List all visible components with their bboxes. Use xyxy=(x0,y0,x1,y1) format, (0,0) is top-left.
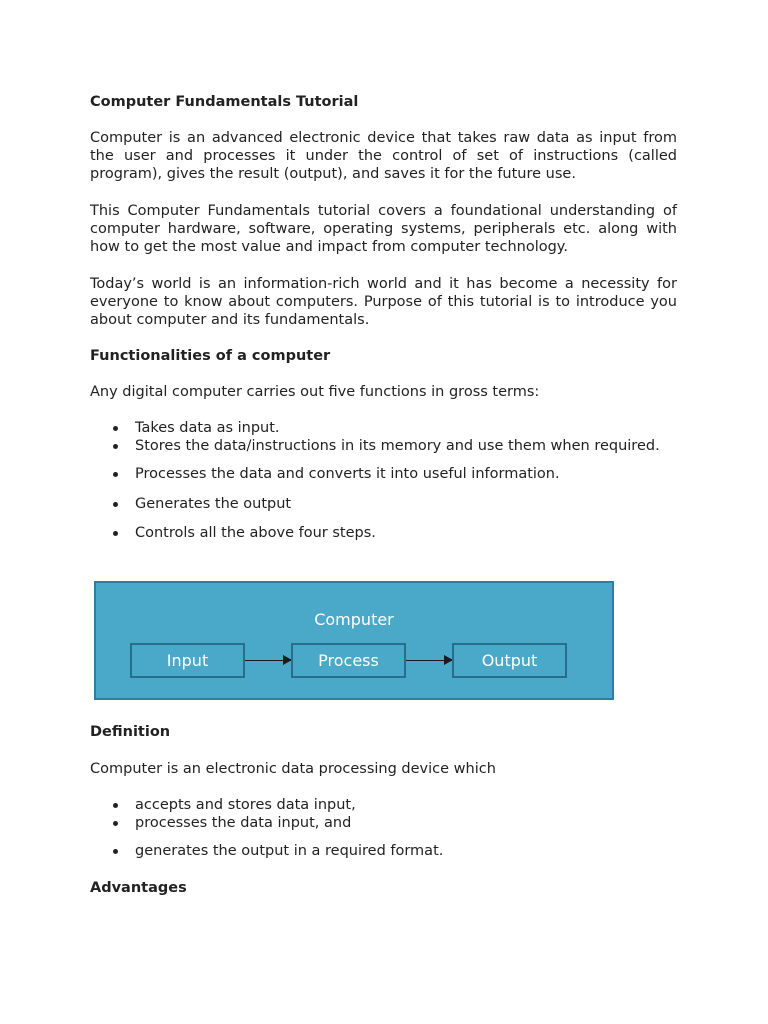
intro-paragraph-1: Computer is an advanced electronic device that takes raw data as input from the user and processes it under the control of set of instructions (called program), gives the result (output), and saves it for the future use. xyxy=(90,130,677,183)
list-item: accepts and stores data input, xyxy=(90,796,677,814)
list-item: generates the output in a required format. xyxy=(90,842,677,860)
list-item: Generates the output xyxy=(90,495,677,513)
arrow-icon xyxy=(406,660,452,661)
list-item: Takes data as input. xyxy=(90,419,677,437)
process-box: Process xyxy=(291,643,406,678)
intro-paragraph-3: Today’s world is an information-rich world and it has become a necessity for everyone to know about computers. Purpose of this tutorial is to introduce you about computer and its fundamentals. xyxy=(90,276,677,329)
advantages-heading: Advantages xyxy=(90,880,187,896)
page-title: Computer Fundamentals Tutorial xyxy=(90,94,359,110)
functionalities-list xyxy=(90,419,677,542)
definition-lead: Computer is an electronic data processing device which xyxy=(90,761,496,777)
input-box: Input xyxy=(130,643,245,678)
output-box: Output xyxy=(452,643,567,678)
functionalities-lead: Any digital computer carries out five functions in gross terms: xyxy=(90,384,540,400)
diagram-label: Computer xyxy=(314,610,394,629)
computer-diagram xyxy=(94,581,614,700)
functionalities-heading: Functionalities of a computer xyxy=(90,348,331,364)
list-item: Controls all the above four steps. xyxy=(90,524,677,542)
definition-heading: Definition xyxy=(90,724,171,740)
list-item: Stores the data/instructions in its memory and use them when required. xyxy=(90,437,677,455)
intro-paragraph-2: This Computer Fundamentals tutorial covers a foundational understanding of computer hardware, software, operating systems, peripherals etc. along with how to get the most value and impact from computer technology. xyxy=(90,203,677,256)
list-item: Processes the data and converts it into useful information. xyxy=(90,465,677,483)
list-item: processes the data input, and xyxy=(90,814,677,832)
definition-list xyxy=(90,796,677,861)
arrow-icon xyxy=(245,660,291,661)
